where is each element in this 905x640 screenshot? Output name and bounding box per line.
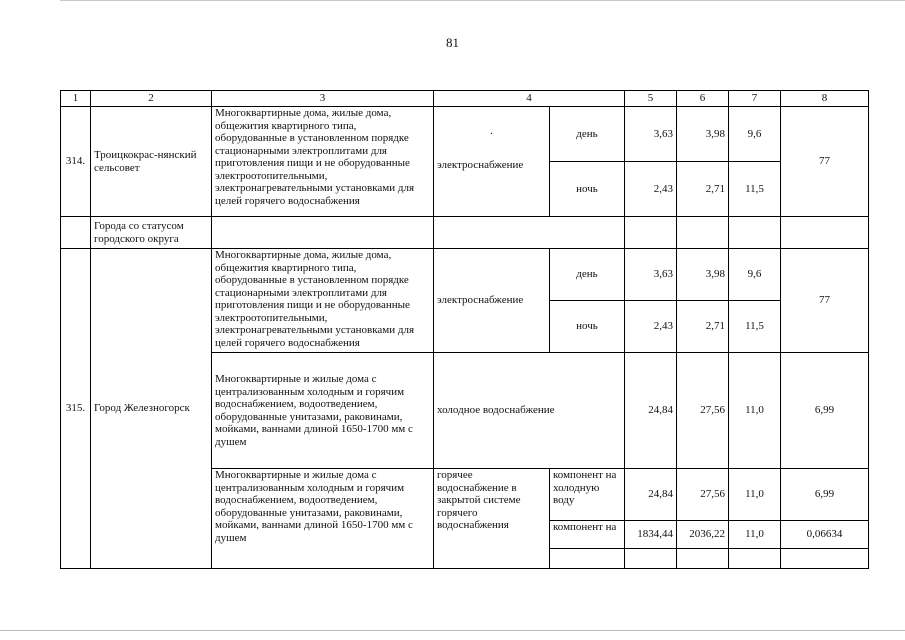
settlement-name: Город Железногорск <box>91 249 212 569</box>
settlement-name: Троицкокрас-нянский сельсовет <box>91 107 212 217</box>
value-cell: 6,99 <box>781 353 869 469</box>
value-cell: 2036,22 <box>677 521 729 549</box>
value-cell: 11,0 <box>729 521 781 549</box>
service-name: электроснабжение <box>434 249 550 353</box>
header-cell: 2 <box>91 91 212 107</box>
service-cell <box>434 107 550 217</box>
component-label: компонент на <box>550 521 625 549</box>
value-cell: 6,99 <box>781 469 869 521</box>
component-label: компонент на холодную воду <box>550 469 625 521</box>
consumer-description: Многоквартирные дома, жилые дома, общежития квартирного типа, оборудованные в установленном порядке стационарными электроплитами для приготовления пищи и не оборудованные электроотопительными, электронагревательными установками для целей горячего водоснабжения <box>212 107 434 217</box>
empty-cell <box>212 217 434 249</box>
empty-cell <box>781 549 869 569</box>
row-number: 315. <box>61 249 91 569</box>
header-cell: 6 <box>677 91 729 107</box>
empty-cell <box>729 217 781 249</box>
period-label: ночь <box>550 162 625 217</box>
consumer-description: Многоквартирные и жилые дома с централизованным холодным и горячим водоснабжением, водоотведением, оборудованные унитазами, раковинами, мойками, ваннами длиной 1650-1700 мм с душем <box>212 353 434 469</box>
value-cell: 9,6 <box>729 107 781 162</box>
empty-cell <box>434 217 625 249</box>
value-cell: 2,71 <box>677 162 729 217</box>
empty-cell <box>677 549 729 569</box>
value-cell: 2,43 <box>625 301 677 353</box>
header-cell: 5 <box>625 91 677 107</box>
table-header-row <box>61 91 869 107</box>
row-number: 314. <box>61 107 91 217</box>
bottom-edge-line <box>0 630 905 631</box>
value-cell: 27,56 <box>677 353 729 469</box>
empty-cell <box>625 217 677 249</box>
consumer-description: Многоквартирные дома, жилые дома, общежития квартирного типа, оборудованные в установленном порядке стационарными электроплитами для приготовления пищи и не оборудованные электроотопительными, электронагревательными установками для целей горячего водоснабжения <box>212 249 434 353</box>
scan-mark: · <box>489 128 494 140</box>
service-name: горячее водоснабжение в закрытой системе горячего водоснабжения <box>434 469 550 569</box>
header-cell: 7 <box>729 91 781 107</box>
period-label: ночь <box>550 301 625 353</box>
value-cell: 11,0 <box>729 353 781 469</box>
empty-cell <box>61 217 91 249</box>
table-row <box>61 249 869 301</box>
value-cell: 3,63 <box>625 249 677 301</box>
empty-cell <box>781 217 869 249</box>
value-cell: 24,84 <box>625 469 677 521</box>
empty-cell <box>625 549 677 569</box>
period-label: день <box>550 107 625 162</box>
header-cell: 8 <box>781 91 869 107</box>
empty-cell <box>729 549 781 569</box>
header-cell: 4 <box>434 91 625 107</box>
norm-value: 77 <box>781 249 869 353</box>
value-cell: 3,98 <box>677 249 729 301</box>
norm-value: 77 <box>781 107 869 217</box>
value-cell: 11,0 <box>729 469 781 521</box>
value-cell: 1834,44 <box>625 521 677 549</box>
header-cell: 1 <box>61 91 91 107</box>
header-cell: 3 <box>212 91 434 107</box>
value-cell: 2,71 <box>677 301 729 353</box>
value-cell: 0,06634 <box>781 521 869 549</box>
value-cell: 24,84 <box>625 353 677 469</box>
service-name: электроснабжение <box>437 158 524 171</box>
period-label: день <box>550 249 625 301</box>
consumer-description: Многоквартирные и жилые дома с централизованным холодным и горячим водоснабжением, водоотведением, оборудованные унитазами, раковинами, мойками, ваннами длиной 1650-1700 мм с душем <box>212 469 434 569</box>
table-row <box>61 107 869 162</box>
section-label: Города со статусом городского округа <box>91 217 212 249</box>
section-row <box>61 217 869 249</box>
value-cell: 27,56 <box>677 469 729 521</box>
tariff-table <box>60 90 869 569</box>
value-cell: 2,43 <box>625 162 677 217</box>
value-cell: 3,63 <box>625 107 677 162</box>
empty-cell <box>550 549 625 569</box>
empty-cell <box>677 217 729 249</box>
value-cell: 11,5 <box>729 301 781 353</box>
page-number: 81 <box>446 35 459 50</box>
value-cell: 3,98 <box>677 107 729 162</box>
service-name: холодное водоснабжение <box>434 353 625 469</box>
value-cell: 11,5 <box>729 162 781 217</box>
value-cell: 9,6 <box>729 249 781 301</box>
top-edge-line <box>60 0 905 1</box>
